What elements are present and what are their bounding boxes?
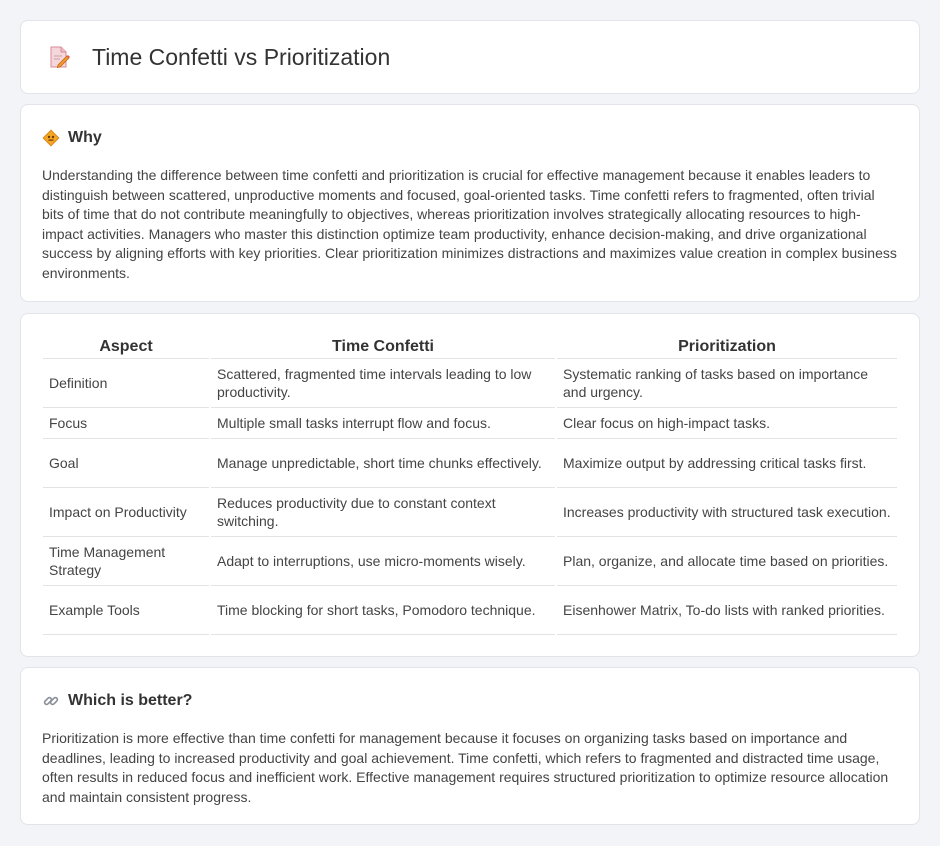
aspect-cell: Focus <box>43 408 209 439</box>
which-is-better-section <box>20 667 920 825</box>
aspect-cell: Definition <box>43 359 209 408</box>
better-heading <box>21 668 919 712</box>
table-row <box>43 408 897 439</box>
prioritization-cell: Systematic ranking of tasks based on importance and urgency. <box>557 359 897 408</box>
time-confetti-cell: Multiple small tasks interrupt flow and focus. <box>211 408 555 439</box>
aspect-cell: Impact on Productivity <box>43 488 209 537</box>
prioritization-cell: Clear focus on high-impact tasks. <box>557 408 897 439</box>
table-row <box>43 488 897 537</box>
time-confetti-cell: Reduces productivity due to constant context switching. <box>211 488 555 537</box>
aspect-cell: Example Tools <box>43 586 209 635</box>
diamond-sign-icon <box>42 129 60 147</box>
header-row <box>21 21 919 93</box>
why-heading <box>21 105 919 149</box>
header-card <box>20 20 920 94</box>
time-confetti-cell: Adapt to interruptions, use micro-moments wisely. <box>211 537 555 586</box>
column-header-prioritization: Prioritization <box>557 334 897 359</box>
why-text: Understanding the difference between time confetti and prioritization is crucial for effective management because it enables leaders to distinguish between scattered, unproductive moments and focused, goal-oriented tasks. Time confetti refers to fragmented, often trivial bits of time that do not contribute meaningfully to objectives, whereas prioritization involves strategically allocating resources to high-impact activities. Managers who master this distinction optimize team productivity, enhance decision-making, and drive organizational success by aligning efforts with key priorities. Clear prioritization minimizes distractions and maximizes value creation in complex business environments. <box>42 167 897 281</box>
better-title: Which is better? <box>68 692 193 709</box>
comparison-section <box>20 313 920 657</box>
time-confetti-cell: Time blocking for short tasks, Pomodoro technique. <box>211 586 555 635</box>
time-confetti-cell: Scattered, fragmented time intervals leading to low productivity. <box>211 359 555 408</box>
table-header-row <box>43 334 897 359</box>
why-section <box>20 104 920 302</box>
prioritization-cell: Eisenhower Matrix, To-do lists with ranked priorities. <box>557 586 897 635</box>
better-text: Prioritization is more effective than time confetti for management because it focuses on organizing tasks based on importance and deadlines, leading to increased productivity and goal achievement. Time confetti, which refers to fragmented and distracted time usage, often results in reduced focus and inefficient work. Effective management requires structured prioritization to optimize resource allocation and maintain consistent progress. <box>42 730 889 805</box>
prioritization-cell: Plan, organize, and allocate time based on priorities. <box>557 537 897 586</box>
link-icon <box>42 692 60 710</box>
table-row <box>43 537 897 586</box>
aspect-cell: Goal <box>43 439 209 488</box>
document-edit-icon <box>47 45 71 69</box>
column-header-aspect: Aspect <box>43 334 209 359</box>
aspect-cell: Time Management Strategy <box>43 537 209 586</box>
why-title: Why <box>68 129 102 146</box>
column-header-time-confetti: Time Confetti <box>211 334 555 359</box>
page-title: Time Confetti vs Prioritization <box>92 43 391 70</box>
prioritization-cell: Increases productivity with structured task execution. <box>557 488 897 537</box>
table-row <box>43 586 897 635</box>
time-confetti-cell: Manage unpredictable, short time chunks effectively. <box>211 439 555 488</box>
comparison-table <box>41 334 899 635</box>
prioritization-cell: Maximize output by addressing critical tasks first. <box>557 439 897 488</box>
table-row <box>43 439 897 488</box>
table-row <box>43 359 897 408</box>
